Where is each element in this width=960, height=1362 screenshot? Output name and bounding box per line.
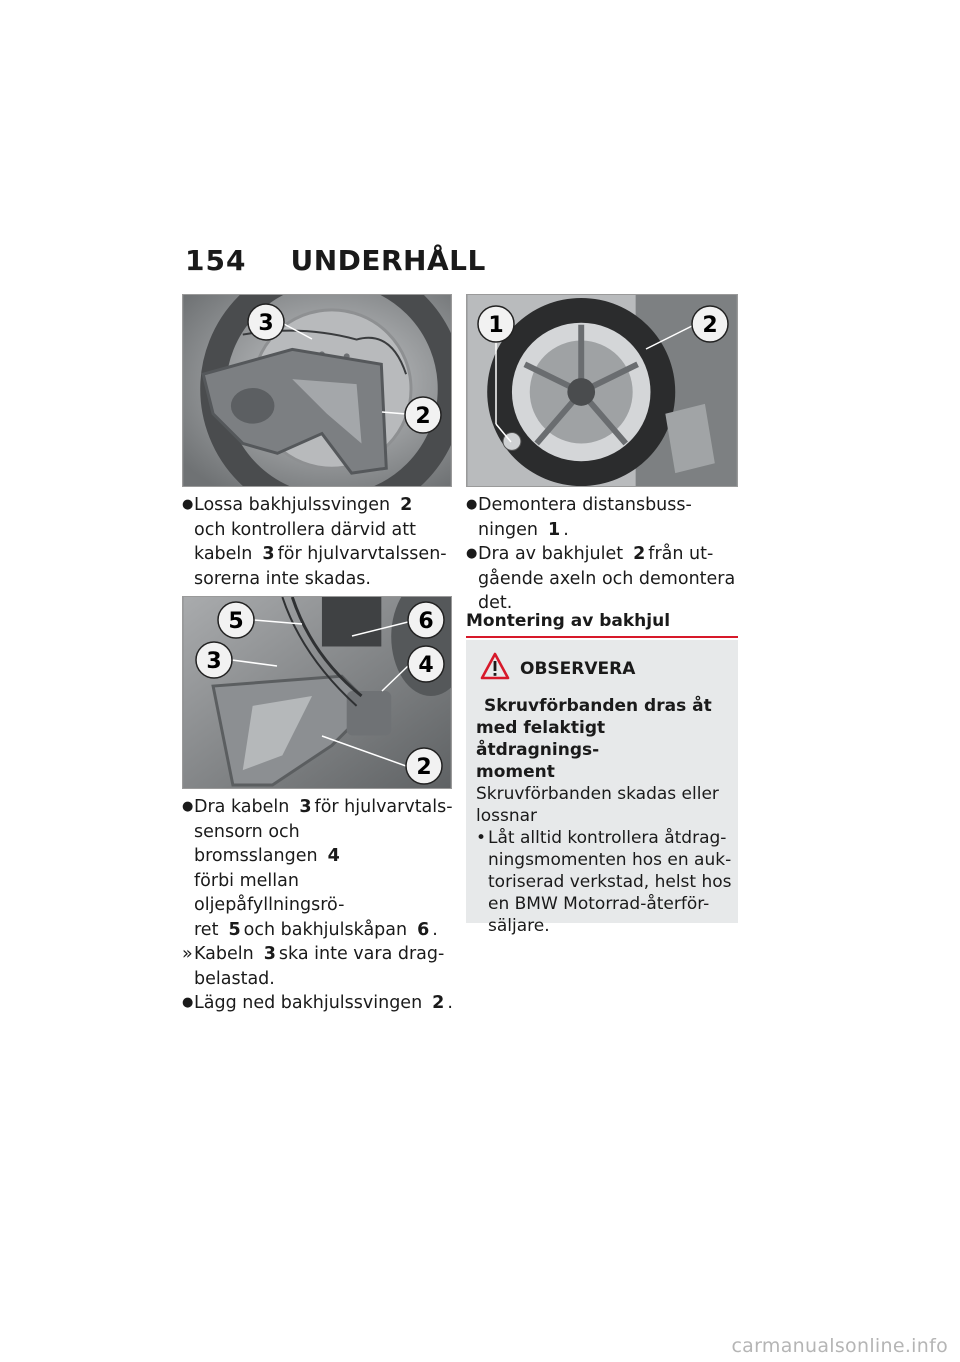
ref-number: 1 (548, 519, 561, 540)
result-item: » Kabeln 3 ska inte vara drag- belastad. (182, 944, 445, 989)
instruction-item: ● Dra av bakhjulet 2 från ut- gående axeln och demontera det. (466, 544, 736, 613)
figure-2-callouts (182, 596, 452, 789)
ref-number: 2 (432, 993, 445, 1013)
section-title: UNDERHÅLL (290, 244, 486, 277)
ref-number: 5 (228, 919, 241, 940)
bullet-icon: • (476, 828, 487, 848)
bullet-icon: ● (182, 497, 194, 512)
left-instructions-1 (182, 493, 454, 591)
callout-6: 6 (418, 609, 434, 634)
callout-3: 3 (206, 649, 222, 674)
callout-2: 2 (416, 755, 432, 780)
callout-5: 5 (228, 609, 244, 634)
watermark: carmanualsonline.info (731, 1335, 948, 1357)
callout-3: 3 (258, 311, 274, 336)
notice-list-item: • Låt alltid kontrollera åtdrag- ningsmomenten hos en auk- toriserad verkstad, helst hos en BMW Motorrad-återför- säljare. (476, 828, 732, 936)
bullet-icon: ● (466, 497, 478, 512)
ref-number: 3 (263, 944, 276, 964)
instruction-item: ● Lossa bakhjulssvingen 2 och kontrollera därvid att kabeln 3 för hjulvarvtalssen- sorerna inte skadas. (182, 495, 447, 589)
bullet-icon: ● (182, 995, 194, 1010)
instruction-item: ● Dra kabeln 3 för hjulvarvtals- sensorn och bromsslangen 4 förbi mellan oljepåfyllningsrö- ret 5 och bakhjulskåpan 6 . (182, 797, 453, 940)
ref-number: 4 (327, 846, 340, 866)
left-instructions-2 (182, 795, 454, 1016)
bullet-icon: ● (466, 546, 478, 561)
ref-number: 3 (262, 544, 275, 564)
callout-1: 1 (488, 313, 504, 338)
instruction-item: ● Lägg ned bakhjulssvingen 2 . (182, 991, 454, 1016)
callout-4: 4 (418, 653, 434, 678)
instruction-item: ● Demontera distansbuss- ningen 1 . (466, 495, 692, 540)
ref-number: 3 (299, 797, 312, 817)
ref-number: 2 (400, 495, 413, 515)
figure-3-callouts (466, 294, 738, 487)
callout-2: 2 (415, 404, 431, 429)
ref-number: 6 (417, 919, 430, 940)
ref-number: 2 (633, 544, 646, 564)
red-divider (466, 636, 738, 638)
callout-2: 2 (702, 313, 718, 338)
warning-triangle-icon (480, 652, 510, 680)
figure-1-callouts (182, 294, 452, 487)
bullet-icon: ● (182, 799, 194, 814)
notice-body: Skruvförbanden dras åt med felaktigt åtdragnings- moment Skruvförbanden skadas eller lossnar • Låt alltid kontrollera åtdrag- ningsmomenten hos en auk- toriserad verkstad, helst hos en BMW Motorrad-återför- säljare. (476, 696, 732, 936)
result-arrow-icon: » (182, 944, 193, 964)
notice-box (466, 640, 738, 936)
page-header (185, 244, 486, 277)
notice-title: OBSERVERA (520, 659, 636, 679)
right-instructions (466, 493, 738, 616)
page-number: 154 (185, 244, 247, 277)
subheading: Montering av bakhjul (466, 611, 671, 631)
